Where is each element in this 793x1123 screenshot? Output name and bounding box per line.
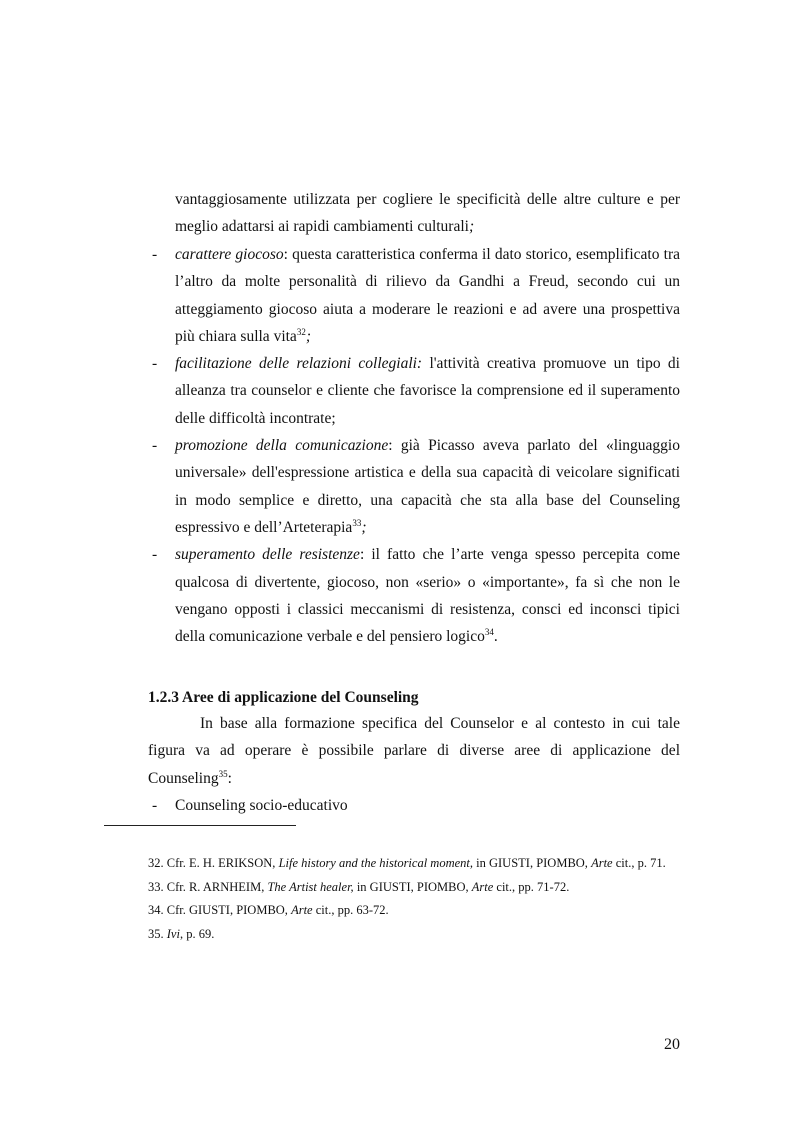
footnotes [148, 852, 680, 946]
list-dash: - [152, 797, 158, 814]
list-item: - superamento delle resistenze: il fatto che l’arte venga spesso percepita come qualcosa di divertente, giocoso, non «serio» o «importante», fa sì che non le vengano opposti i classici meccanismi di resistenza, consci ed inconsci tipici della comunicazione verbale e del pensiero logico$^{34}$. [148, 541, 680, 650]
list-item-term: superamento delle resistenze [175, 546, 360, 564]
footnote: 33. Cfr. R. ARNHEIM, The Artist healer, in GIUSTI, PIOMBO, Arte cit., pp. 71-72. [148, 879, 570, 894]
footnote-separator [104, 825, 296, 826]
list-item-text: : questa caratteristica conferma il dato storico, esemplificato tra l’altro da molte personalità di rilievo da Gandhi a Freud, secondo cui un atteggiamento giocoso aiuta a moderare le reazioni e ad avere una prospettiva più chiara sulla vita [175, 246, 680, 345]
list-dash: - [152, 546, 158, 564]
application-areas-list [148, 792, 680, 819]
list-dash: - [152, 355, 158, 373]
list-item-term: carattere giocoso [175, 246, 284, 263]
footnote-ref: 33 [352, 517, 362, 528]
list-item-term: promozione della comunicazione [175, 437, 389, 455]
list-item-text: : il fatto che l’arte venga spesso percepita come qualcosa di divertente, giocoso, non «serio» o «importante», fa sì che non le vengano opposti i classici meccanismi di resistenza, consci ed inconsci tipici della comunicazione verbale e del pensiero logico [175, 546, 681, 646]
footnote: 32. Cfr. E. H. ERIKSON, Life history and the historical moment, in GIUSTI, PIOMBO, Arte cit., p. 71. [148, 856, 666, 870]
list-item-text: l'attività creativa promuove un tipo di alleanza tra counselor e cliente che favorisce la comprensione ed il superamento delle difficoltà incontrate; [175, 355, 680, 427]
list-item [148, 350, 680, 432]
list-item: - carattere giocoso: questa caratteristica conferma il dato storico, esemplificato tra l’altro da molte personalità di rilievo da Gandhi a Freud, secondo cui un atteggiamento giocoso aiuta a moderare le reazioni e ad avere una prospettiva più chiara sulla vita$^{32}$; [148, 241, 680, 350]
characteristics-list [148, 241, 680, 650]
section-heading: 1.2.3 Aree di applicazione del Counseling [148, 689, 419, 706]
list-dash: - [152, 246, 158, 263]
page-number: 20 [664, 1036, 680, 1053]
footnote-ref: 32 [296, 326, 306, 337]
continuation-paragraph: vantaggiosamente utilizzata per cogliere le specificità delle altre culture e per meglio adattarsi ai rapidi cambiamenti culturali; [175, 191, 680, 236]
list-item [148, 792, 680, 819]
footnote-ref: 34 [484, 627, 494, 637]
list-item: - promozione della comunicazione: già Picasso aveva parlato del «linguaggio universale» dell'espressione artistica e della sua capacità di veicolare significati in modo semplice e diretto, una capacità che sta alla base del Counseling espressivo e dell’Arteterapia$^{33}$; [148, 432, 680, 541]
footnote-ref: 35 [218, 768, 228, 779]
footnote: 35. Ivi, p. 69. [148, 926, 215, 941]
list-item-term: facilitazione delle relazioni collegiali: [175, 355, 423, 373]
section-paragraph: In base alla formazione specifica del Counselor e al contesto in cui tale figura va ad operare è possibile parlare di diverse aree di applicazione del Counseling$^{35}$: [148, 715, 680, 787]
list-item-text: : già Picasso aveva parlato del «linguaggio universale» dell'espressione artistica e della sua capacità di veicolare significati in modo semplice e diretto, una capacità che sta alla base del Counseling espressivo e dell’Arteterapia [175, 437, 680, 536]
list-dash: - [152, 437, 158, 455]
footnote: 34. Cfr. GIUSTI, PIOMBO, Arte cit., pp. 63-72. [148, 903, 389, 917]
list-item-text: Counseling socio-educativo [175, 797, 348, 814]
